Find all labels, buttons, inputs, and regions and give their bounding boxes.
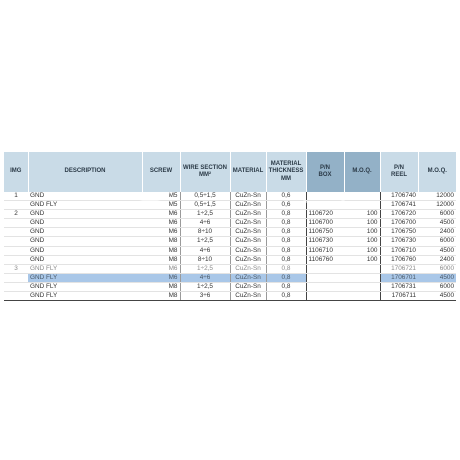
cell-material: CuZn-Sn xyxy=(230,255,266,264)
cell-moq-box: 100 xyxy=(344,210,380,219)
cell-moq-box: 100 xyxy=(344,237,380,246)
table-row xyxy=(4,219,456,228)
cell-description: GND FLY xyxy=(28,264,142,273)
cell-moq-reel: 4500 xyxy=(418,246,456,255)
cell-description: GND xyxy=(28,192,142,201)
cell-moq-reel: 2400 xyxy=(418,228,456,237)
cell-thickness: 0,8 xyxy=(266,282,306,291)
cell-pn-reel: 1706720 xyxy=(380,210,418,219)
cell-screw: M8 xyxy=(142,282,180,291)
column-header-img xyxy=(4,152,28,192)
cell-material: CuZn-Sn xyxy=(230,201,266,210)
cell-moq-reel: 6000 xyxy=(418,264,456,273)
cell-description: GND xyxy=(28,210,142,219)
cell-pn-box: 1106710 xyxy=(306,246,344,255)
cell-pn-reel: 1706711 xyxy=(380,292,418,301)
cell-moq-reel: 6000 xyxy=(418,282,456,291)
table-row xyxy=(4,210,456,219)
cell-pn-reel: 1706710 xyxy=(380,246,418,255)
column-header-material xyxy=(230,152,266,192)
cell-pn-reel: 1706740 xyxy=(380,192,418,201)
table-row xyxy=(4,246,456,255)
table-row xyxy=(4,201,456,210)
cell-img xyxy=(4,255,28,264)
cell-material: CuZn-Sn xyxy=(230,264,266,273)
cell-thickness: 0,6 xyxy=(266,201,306,210)
cell-wire: 1÷2,5 xyxy=(180,237,230,246)
column-header-line: BOX xyxy=(318,172,332,178)
cell-material: CuZn-Sn xyxy=(230,273,266,282)
cell-material: CuZn-Sn xyxy=(230,282,266,291)
cell-screw: M8 xyxy=(142,237,180,246)
cell-moq-box xyxy=(344,292,380,301)
cell-wire: 1÷2,5 xyxy=(180,264,230,273)
cell-thickness: 0,8 xyxy=(266,219,306,228)
table-row xyxy=(4,192,456,201)
cell-screw: M6 xyxy=(142,228,180,237)
column-header-line: M.O.Q. xyxy=(352,168,372,175)
cell-pn-box xyxy=(306,264,344,273)
cell-moq-reel: 4500 xyxy=(418,273,456,282)
column-header-line: THICKNESS xyxy=(268,168,304,175)
table-header-row xyxy=(4,152,456,192)
cell-screw: M8 xyxy=(142,292,180,301)
column-header-description xyxy=(28,152,142,192)
cell-img xyxy=(4,228,28,237)
cell-wire: 4÷6 xyxy=(180,219,230,228)
column-header-line: WIRE SECTION xyxy=(182,164,227,171)
cell-img xyxy=(4,201,28,210)
cell-moq-reel: 12000 xyxy=(418,192,456,201)
cell-pn-reel: 1706701 xyxy=(380,273,418,282)
cell-material: CuZn-Sn xyxy=(230,237,266,246)
cell-pn-box xyxy=(306,273,344,282)
cell-wire: 0,5÷1,5 xyxy=(180,201,230,210)
cell-pn-reel: 1706730 xyxy=(380,237,418,246)
column-header-pn-box xyxy=(306,152,344,192)
cell-description: GND xyxy=(28,219,142,228)
cell-img xyxy=(4,273,28,282)
cell-img xyxy=(4,282,28,291)
cell-wire: 0,5÷1,5 xyxy=(180,192,230,201)
cell-thickness: 0,8 xyxy=(266,246,306,255)
cell-description: GND FLY xyxy=(28,273,142,282)
column-header-line: REEL xyxy=(390,172,407,178)
cell-wire: 8÷10 xyxy=(180,228,230,237)
cell-img: 1 xyxy=(4,192,28,201)
column-header-pn-reel xyxy=(380,152,418,192)
cell-material: CuZn-Sn xyxy=(230,246,266,255)
cell-thickness: 0,8 xyxy=(266,273,306,282)
cell-thickness: 0,8 xyxy=(266,228,306,237)
column-header-line: IMG xyxy=(10,168,22,175)
cell-wire: 1÷2,5 xyxy=(180,282,230,291)
cell-img: 2 xyxy=(4,210,28,219)
table-body xyxy=(4,192,456,301)
cell-screw: M8 xyxy=(142,246,180,255)
cell-moq-box: 100 xyxy=(344,246,380,255)
cell-screw: M6 xyxy=(142,210,180,219)
cell-pn-box: 1106760 xyxy=(306,255,344,264)
table-row xyxy=(4,255,456,264)
cell-pn-box xyxy=(306,192,344,201)
column-header-moq-reel xyxy=(418,152,456,192)
cell-screw: M6 xyxy=(142,273,180,282)
cell-material: CuZn-Sn xyxy=(230,292,266,301)
cell-moq-reel: 4500 xyxy=(418,219,456,228)
cell-description: GND xyxy=(28,228,142,237)
cell-description: GND xyxy=(28,246,142,255)
cell-pn-box: 1106730 xyxy=(306,237,344,246)
cell-moq-reel: 12000 xyxy=(418,201,456,210)
column-header-moq-box xyxy=(344,152,380,192)
cell-pn-box xyxy=(306,201,344,210)
column-header-line: P/N xyxy=(393,164,404,171)
cell-thickness: 0,6 xyxy=(266,192,306,201)
cell-description: GND FLY xyxy=(28,282,142,291)
cell-wire: 3÷6 xyxy=(180,292,230,301)
cell-pn-box: 1106720 xyxy=(306,210,344,219)
table-row xyxy=(4,264,456,273)
cell-img: 3 xyxy=(4,264,28,273)
table-row xyxy=(4,292,456,301)
table-row xyxy=(4,228,456,237)
product-table-sheet xyxy=(4,152,456,301)
cell-screw: M5 xyxy=(142,192,180,201)
cell-wire: 4÷6 xyxy=(180,246,230,255)
cell-material: CuZn-Sn xyxy=(230,210,266,219)
cell-description: GND xyxy=(28,255,142,264)
cell-pn-reel: 1706750 xyxy=(380,228,418,237)
cell-img xyxy=(4,292,28,301)
column-header-line: P/N xyxy=(319,164,330,171)
cell-pn-reel: 1706741 xyxy=(380,201,418,210)
cell-moq-box xyxy=(344,192,380,201)
cell-moq-reel: 6000 xyxy=(418,210,456,219)
table-row xyxy=(4,273,456,282)
cell-wire: 8÷10 xyxy=(180,255,230,264)
cell-description: GND FLY xyxy=(28,201,142,210)
column-header-line: MATERIAL xyxy=(270,160,302,167)
cell-moq-box xyxy=(344,201,380,210)
cell-pn-box xyxy=(306,282,344,291)
cell-img xyxy=(4,219,28,228)
column-header-line: MATERIAL xyxy=(232,168,264,175)
cell-pn-reel: 1706721 xyxy=(380,264,418,273)
column-header-line: DESCRIPTION xyxy=(64,168,106,175)
table-row xyxy=(4,282,456,291)
column-header-thickness xyxy=(266,152,306,192)
cell-img xyxy=(4,237,28,246)
cell-pn-reel: 1706731 xyxy=(380,282,418,291)
cell-moq-box: 100 xyxy=(344,228,380,237)
cell-pn-box: 1106700 xyxy=(306,219,344,228)
cell-moq-reel: 4500 xyxy=(418,292,456,301)
table-row xyxy=(4,237,456,246)
cell-material: CuZn-Sn xyxy=(230,228,266,237)
cell-wire: 4÷6 xyxy=(180,273,230,282)
cell-thickness: 0,8 xyxy=(266,255,306,264)
cell-thickness: 0,8 xyxy=(266,237,306,246)
cell-moq-box xyxy=(344,273,380,282)
product-table xyxy=(4,152,456,301)
cell-pn-reel: 1706760 xyxy=(380,255,418,264)
cell-moq-box xyxy=(344,264,380,273)
cell-moq-reel: 6000 xyxy=(418,237,456,246)
column-header-wire xyxy=(180,152,230,192)
cell-moq-box: 100 xyxy=(344,255,380,264)
cell-thickness: 0,8 xyxy=(266,292,306,301)
cell-description: GND xyxy=(28,237,142,246)
column-header-line: M.O.Q. xyxy=(427,168,447,175)
cell-moq-box xyxy=(344,282,380,291)
column-header-line: MM² xyxy=(199,172,211,178)
cell-screw: M6 xyxy=(142,219,180,228)
cell-wire: 1÷2,5 xyxy=(180,210,230,219)
cell-screw: M8 xyxy=(142,255,180,264)
cell-pn-reel: 1706700 xyxy=(380,219,418,228)
cell-img xyxy=(4,246,28,255)
cell-moq-reel: 2400 xyxy=(418,255,456,264)
cell-material: CuZn-Sn xyxy=(230,219,266,228)
column-header-line: SCREW xyxy=(149,168,173,175)
cell-screw: M6 xyxy=(142,264,180,273)
cell-pn-box xyxy=(306,292,344,301)
cell-material: CuZn-Sn xyxy=(230,192,266,201)
cell-thickness: 0,8 xyxy=(266,264,306,273)
cell-description: GND FLY xyxy=(28,292,142,301)
cell-pn-box: 1106750 xyxy=(306,228,344,237)
column-header-line: MM xyxy=(281,175,291,182)
cell-screw: M5 xyxy=(142,201,180,210)
cell-moq-box: 100 xyxy=(344,219,380,228)
column-header-screw xyxy=(142,152,180,192)
cell-thickness: 0,8 xyxy=(266,210,306,219)
